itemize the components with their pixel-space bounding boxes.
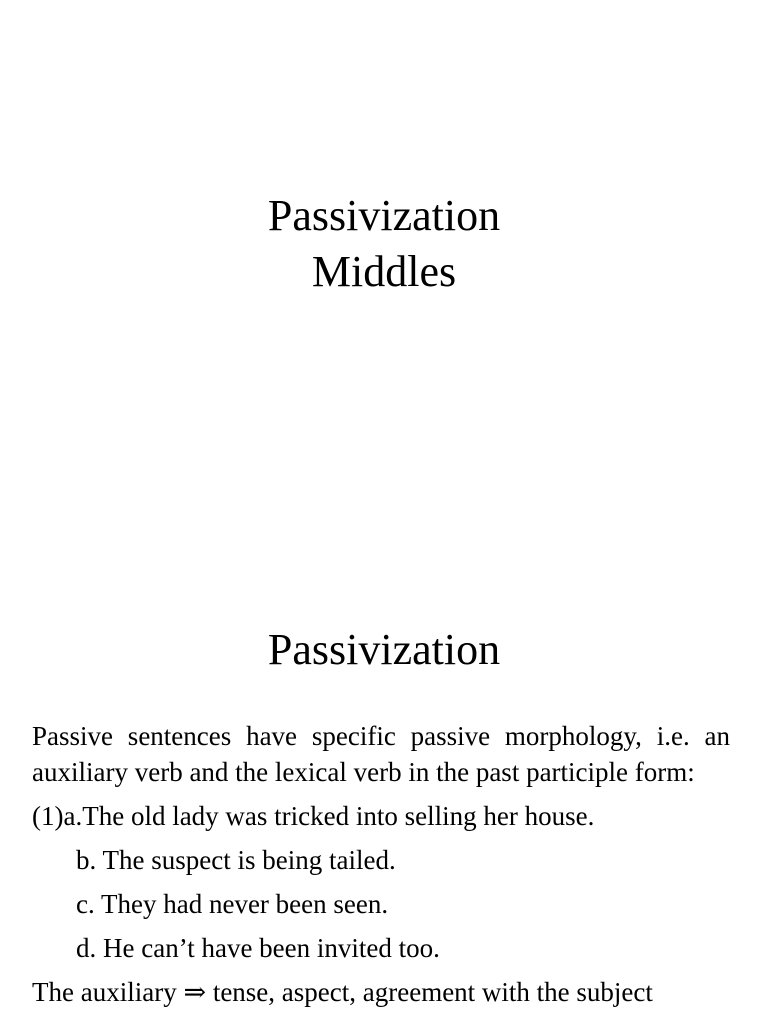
title-line-middles: Middles (311, 247, 457, 296)
example-1d: d. He can’t have been invited too. (76, 933, 440, 963)
title-slide-heading (0, 188, 768, 300)
example-1c: c. They had never been seen. (76, 889, 389, 919)
content-slide-title: Passivization (267, 625, 501, 674)
example-1a: (1)a.The old lady was tricked into selling her house. (32, 801, 595, 831)
intro-paragraph: Passive sentences have specific passive morphology, i.e. an auxiliary verb and the lexical verb in the past participle form: (32, 721, 730, 787)
content-slide-body (32, 718, 730, 1010)
title-line-passivization: Passivization (267, 191, 501, 240)
example-1b: b. The suspect is being tailed. (76, 845, 396, 875)
auxiliary-note: The auxiliary ⇒ tense, aspect, agreement with the subject (32, 977, 653, 1007)
content-slide (0, 576, 768, 1024)
